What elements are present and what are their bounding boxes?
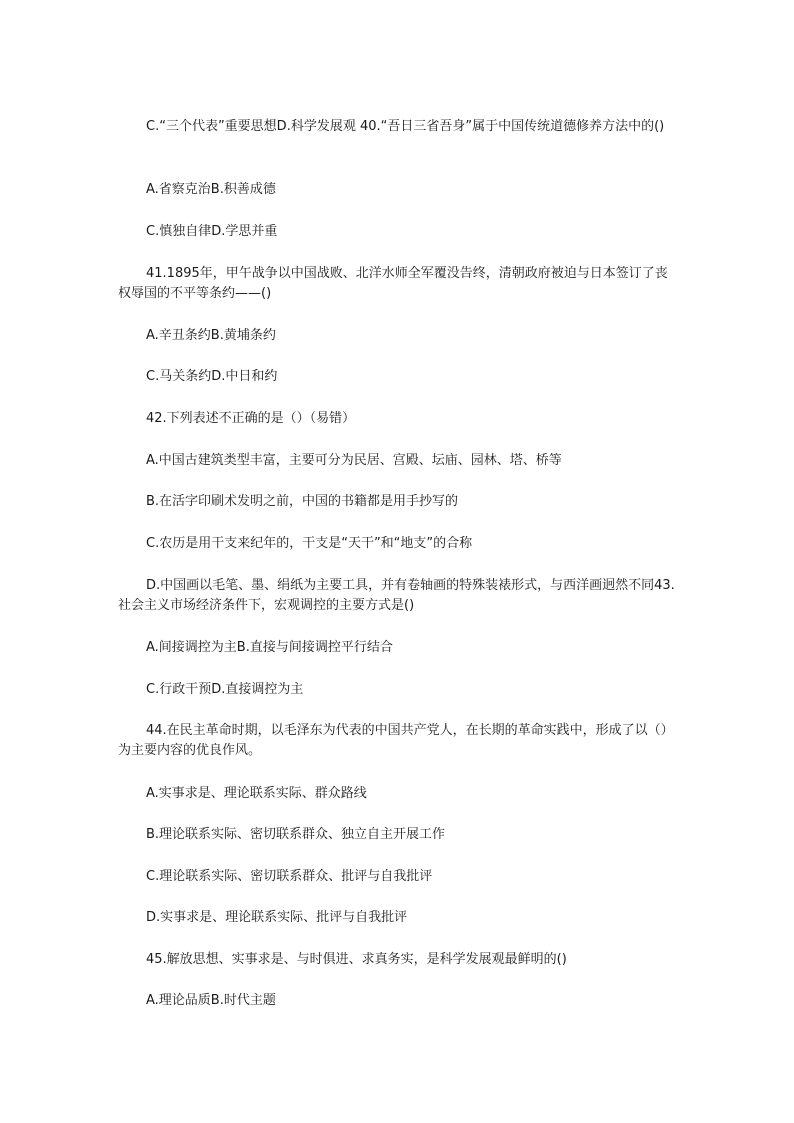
paragraph-q44-option-a: A.实事求是、理论联系实际、群众路线 [146,786,367,801]
paragraph-q42-option-a: A.中国古建筑类型丰富，主要可分为民居、宫殿、坛庙、园林、塔、桥等 [146,453,562,468]
paragraph-q41-options-ab: A.辛丑条约B.黄埔条约 [146,328,276,343]
paragraph-q42-stem: 42.下列表述不正确的是（）（易错） [146,411,356,426]
paragraph-q41-stem: 41.1895年，甲午战争以中国战败、北洋水师全军覆没告终，清朝政府被迫与日本签订了丧权辱国的不平等条约——() [118,266,668,301]
paragraph-q41-options-cd: C.马关条约D.中日和约 [146,369,278,384]
paragraph-q42-option-d-q43-stem: D.中国画以毛笔、墨、绢纸为主要工具，并有卷轴画的特殊装裱形式，与西洋画迥然不同43.社会主义市场经济条件下，宏观调控的主要方式是() [118,578,675,613]
paragraph-q42-option-c: C.农历是用干支来纪年的，干支是“天干”和“地支”的合称 [146,536,473,551]
paragraph-q40-options-ab: A.省察克治B.积善成德 [146,182,276,197]
paragraph-q45-options-ab: A.理论品质B.时代主题 [146,993,276,1008]
paragraph-q44-option-d: D.实事求是、理论联系实际、批评与自我批评 [146,910,408,925]
paragraph-q44-option-b: B.理论联系实际、密切联系群众、独立自主开展工作 [146,827,446,842]
paragraph-q43-options-ab: A.间接调控为主B.直接与间接调控平行结合 [146,640,393,655]
paragraph-q42-option-b: B.在活字印刷术发明之前，中国的书籍都是用手抄写的 [146,494,459,509]
paragraph-q44-stem: 44.在民主革命时期，以毛泽东为代表的中国共产党人，在长期的革命实践中，形成了以（）为主要内容的优良作风。 [118,723,674,758]
paragraph-q45-stem: 45.解放思想、实事求是、与时俱进、求真务实，是科学发展观最鲜明的() [146,952,567,967]
paragraph-q44-option-c: C.理论联系实际、密切联系群众、批评与自我批评 [146,869,433,884]
paragraph-q40-stem: C.“三个代表”重要思想D.科学发展观 40.“吾日三省吾身”属于中国传统道德修养方法中的() [146,119,665,134]
paragraph-q40-options-cd: C.慎独自律D.学思并重 [146,224,278,239]
paragraph-q43-options-cd: C.行政干预D.直接调控为主 [146,682,304,697]
